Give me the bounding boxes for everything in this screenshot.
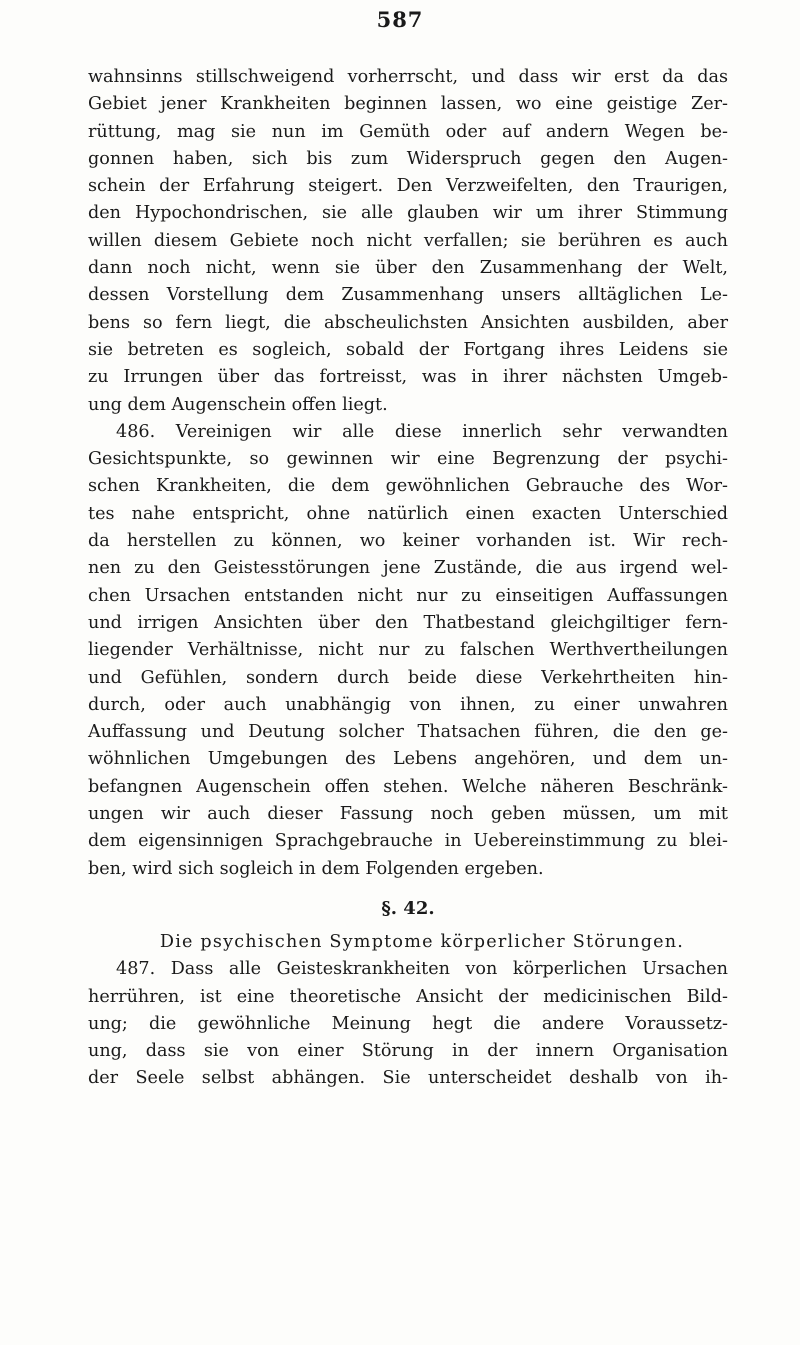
text-line: zu Irrungen über das fortreisst, was in ihrer nächsten Umgeb- (88, 367, 728, 388)
text-line: 487. Dass alle Geisteskrankheiten von körperlichen Ursachen (116, 959, 728, 980)
text-line: ungen wir auch dieser Fassung noch geben müssen, um mit (88, 804, 728, 825)
text-line: schen Krankheiten, die dem gewöhnlichen Gebrauche des Wor- (88, 476, 728, 497)
paragraph-1 (88, 64, 728, 419)
text-line: Auffassung und Deutung solcher Thatsachen führen, die den ge- (88, 722, 728, 743)
text-line: herrühren, ist eine theoretische Ansicht der medicinischen Bild- (88, 986, 728, 1007)
paragraph-2 (88, 419, 728, 883)
text-line: rüttung, mag sie nun im Gemüth oder auf andern Wegen be- (88, 121, 728, 142)
text-line: da herstellen zu können, wo keiner vorhanden ist. Wir rech- (88, 531, 728, 552)
section-heading: §. 42. (381, 897, 435, 919)
page-number: 587 (376, 7, 424, 32)
text-line: ung dem Augenschein offen liegt. (88, 394, 388, 415)
text-line: durch, oder auch unabhängig von ihnen, zu einer unwahren (88, 694, 728, 715)
text-line: wöhnlichen Umgebungen des Lebens angehören, und dem un- (88, 749, 728, 770)
paragraph-3 (88, 956, 728, 1092)
text-line: dem eigensinnigen Sprachgebrauche in Uebereinstimmung zu blei- (88, 831, 728, 852)
text-line: nen zu den Geistesstörungen jene Zustände, die aus irgend wel- (88, 558, 728, 579)
text-line: liegender Verhältnisse, nicht nur zu falschen Werthvertheilungen (88, 640, 728, 661)
text-line: dann noch nicht, wenn sie über den Zusammenhang der Welt, (88, 258, 728, 279)
text-line: wahnsinns stillschweigend vorherrscht, und dass wir erst da das (88, 67, 728, 87)
text-line: sie betreten es sogleich, sobald der Fortgang ihres Leidens sie (88, 339, 728, 360)
text-line: tes nahe entspricht, ohne natürlich einen exacten Unterschied (88, 503, 728, 524)
text-line: ung; die gewöhnliche Meinung hegt die andere Voraussetz- (88, 1013, 728, 1034)
text-line: ung, dass sie von einer Störung in der innern Organisation (88, 1041, 728, 1062)
text-line: und Gefühlen, sondern durch beide diese Verkehrtheiten hin- (88, 667, 728, 688)
text-line: chen Ursachen entstanden nicht nur zu einseitigen Auffassungen (88, 585, 728, 606)
body-text (88, 64, 728, 1093)
text-line: befangnen Augenschein offen stehen. Welche näheren Beschränk- (88, 776, 728, 797)
text-line: Gesichtspunkte, so gewinnen wir eine Begrenzung der psychi- (88, 449, 728, 470)
text-line: willen diesem Gebiete noch nicht verfallen; sie berühren es auch (88, 230, 728, 251)
text-line: schein der Erfahrung steigert. Den Verzweifelten, den Traurigen, (88, 176, 728, 197)
text-line: den Hypochondrischen, sie alle glauben wir um ihrer Stimmung (88, 203, 728, 224)
text-line: dessen Vorstellung dem Zusammenhang unsers alltäglichen Le- (88, 285, 728, 306)
text-line: und irrigen Ansichten über den Thatbestand gleichgiltiger fern- (88, 612, 728, 633)
text-line: Gebiet jener Krankheiten beginnen lassen, wo eine geistige Zer- (88, 94, 728, 115)
text-line: bens so fern liegt, die abscheulichsten Ansichten ausbilden, aber (88, 312, 728, 333)
text-line: der Seele selbst abhängen. Sie unterscheidet deshalb von ih- (88, 1068, 728, 1089)
text-line: 486. Vereinigen wir alle diese innerlich sehr verwandten (116, 421, 728, 442)
text-line: gonnen haben, sich bis zum Widerspruch gegen den Augen- (88, 148, 728, 169)
section-subtitle: Die psychischen Symptome körperlicher Störungen. (159, 931, 685, 952)
text-line: ben, wird sich sogleich in dem Folgenden ergeben. (88, 858, 544, 879)
